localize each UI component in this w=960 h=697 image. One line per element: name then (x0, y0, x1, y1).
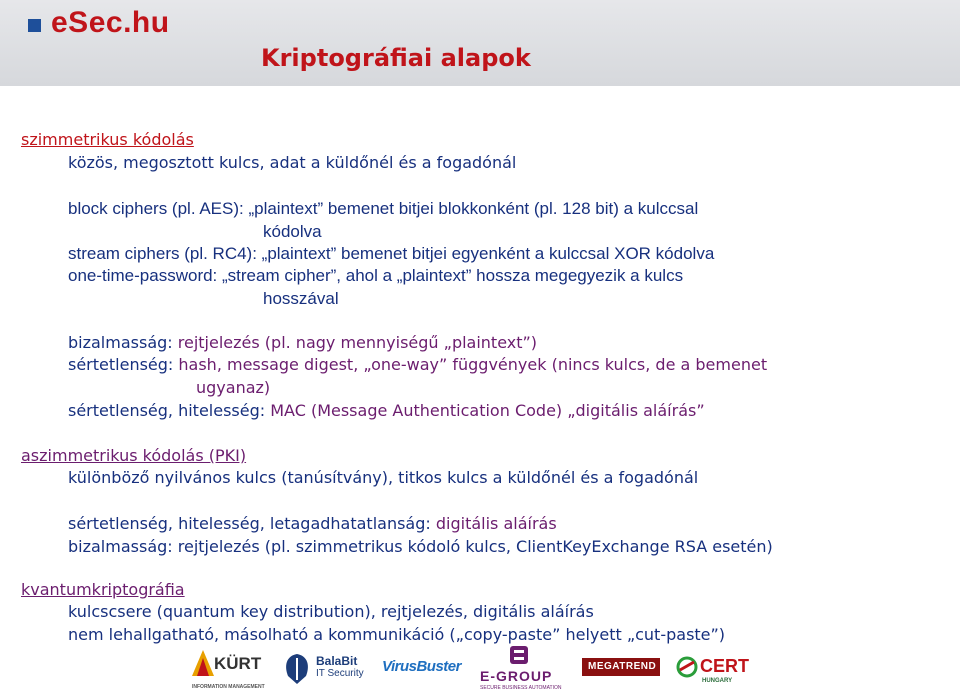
cert-sub: HUNGARY (702, 678, 733, 684)
logo-square-icon (28, 19, 41, 32)
cert-swoosh-icon (676, 656, 698, 678)
balabit-text: BalaBit (316, 654, 358, 668)
asym-conf-label: bizalmasság: (68, 537, 173, 556)
cert-text: CERT (700, 656, 749, 676)
slide-title: Kriptográfiai alapok (261, 44, 531, 72)
egroup-mark-icon (508, 644, 530, 666)
kurt-sub: INFORMATION MANAGEMENT (192, 684, 265, 690)
egroup-text: E-GROUP (480, 668, 553, 684)
otp-line2: hosszával (263, 289, 339, 308)
integ-auth-line (68, 401, 705, 421)
egroup-sub: SECURE BUSINESS AUTOMATION (480, 685, 562, 691)
integ-line1 (68, 355, 767, 375)
conf-label: bizalmasság: (68, 333, 173, 352)
integ-line2: ugyanaz) (196, 378, 271, 397)
quant-heading: kvantumkriptográfia (21, 580, 185, 599)
kurt-text: KÜRT (214, 654, 262, 673)
block-line2: kódolva (263, 222, 322, 241)
conf-value: rejtjelezés (pl. nagy mennyiségű „plaintext”) (172, 333, 538, 352)
logo-text: eSec.hu (51, 6, 170, 39)
virusbuster-logo[interactable] (382, 658, 462, 682)
asym-sig-value: digitális aláírás (430, 514, 557, 533)
quant-line1: kulcscsere (quantum key distribution), rejtjelezés, digitális aláírás (68, 602, 594, 621)
kurt-logo[interactable] (190, 648, 268, 694)
asym-sig-line (68, 514, 557, 534)
sym-line1: közös, megosztott kulcs, adat a küldőnél és a fogadónál (68, 153, 517, 172)
cert-logo[interactable] (676, 652, 760, 692)
conf-line (68, 333, 537, 353)
asym-sig-label: sértetlenség, hitelesség, letagadhatatlanság: (68, 514, 431, 533)
egroup-logo[interactable] (478, 644, 562, 696)
stream-line: stream ciphers (pl. RC4): „plaintext” bemenet bitjei egyenként a kulccsal XOR kódolva (68, 244, 715, 263)
integ-auth-label: sértetlenség, hitelesség: (68, 401, 266, 420)
sponsor-logos (0, 640, 960, 697)
block-line1: block ciphers (pl. AES): „plaintext” bemenet bitjei blokkonként (pl. 128 bit) a kulccsal (68, 199, 699, 218)
esec-logo[interactable] (28, 6, 170, 40)
asym-line1: különböző nyilvános kulcs (tanúsítvány), titkos kulcs a küldőnél és a fogadónál (68, 468, 699, 487)
virusbuster-text: VirusBuster (382, 658, 461, 675)
megatrend-logo[interactable] (582, 658, 660, 676)
sym-heading: szimmetrikus kódolás (21, 130, 194, 149)
asym-conf-line (68, 537, 773, 557)
kurt-mark-icon (192, 650, 214, 676)
asym-conf-value: rejtjelezés (pl. szimmetrikus kódoló kulcs, ClientKeyExchange RSA esetén) (172, 537, 773, 556)
balabit-wings-icon (282, 652, 312, 686)
integ-label: sértetlenség: (68, 355, 174, 374)
balabit-sub: IT Security (316, 668, 364, 679)
quant-line2: nem lehallgatható, másolható a kommunikáció („copy-paste” helyett „cut-paste”) (68, 625, 726, 644)
integ-value1: hash, message digest, „one-way” függvények (nincs kulcs, de a bemenet (173, 355, 768, 374)
integ-auth-value: MAC (Message Authentication Code) „digitális aláírás” (265, 401, 705, 420)
otp-line1: one-time-password: „stream cipher”, ahol a „plaintext” hossza megegyezik a kulcs (68, 266, 684, 285)
asym-heading: aszimmetrikus kódolás (PKI) (21, 446, 247, 465)
megatrend-text: MEGATREND (588, 661, 657, 672)
balabit-logo[interactable] (282, 648, 372, 694)
